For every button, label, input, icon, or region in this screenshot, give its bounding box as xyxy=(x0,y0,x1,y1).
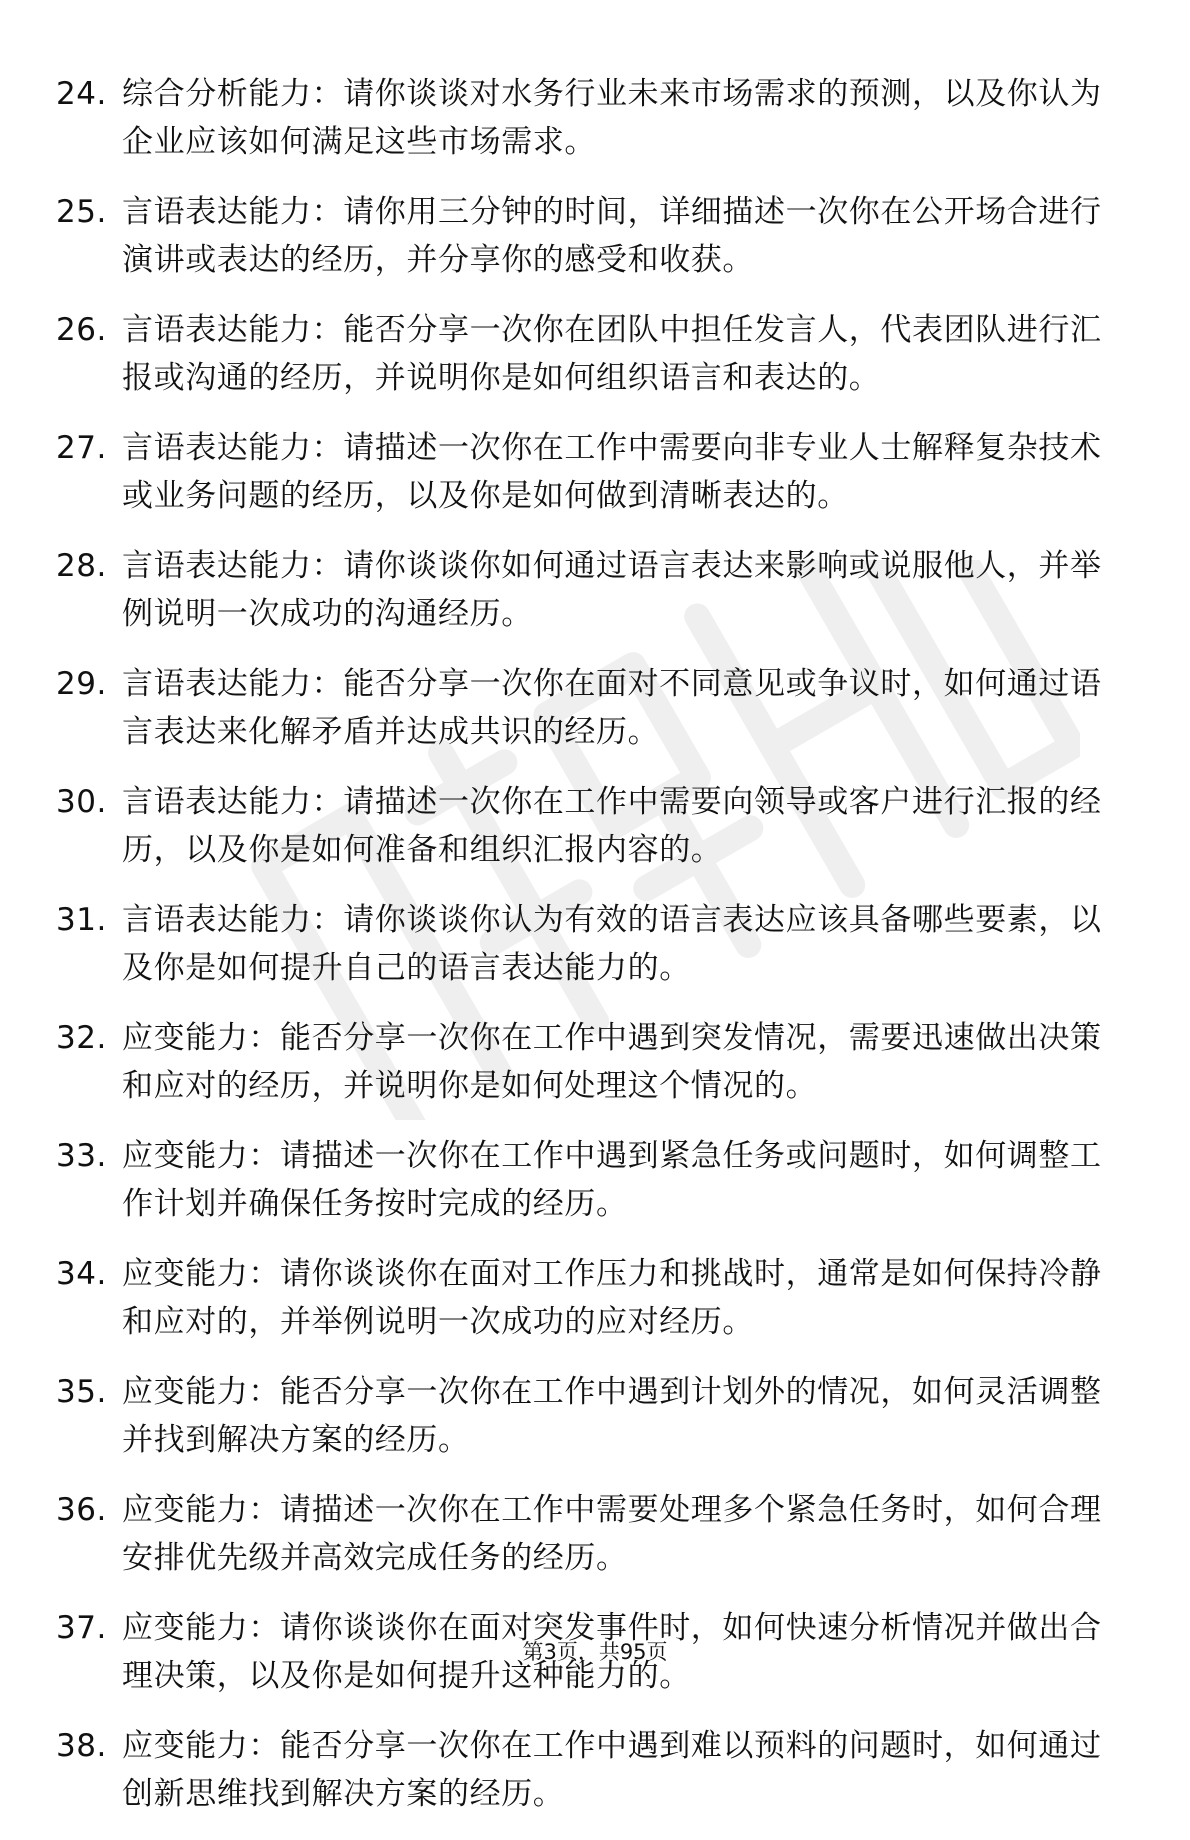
list-item xyxy=(56,1250,1116,1346)
question-number: 37. xyxy=(56,1610,107,1646)
list-item xyxy=(56,1722,1116,1818)
question-text: 应变能力：能否分享一次你在工作中遇到突发情况，需要迅速做出决策和应对的经历，并说明你是如何处理这个情况的。 xyxy=(122,1020,1102,1104)
question-number: 25. xyxy=(56,194,107,230)
list-item xyxy=(56,70,1116,166)
question-text: 言语表达能力：请描述一次你在工作中需要向领导或客户进行汇报的经历，以及你是如何准备和组织汇报内容的。 xyxy=(122,784,1102,868)
list-item xyxy=(56,424,1116,520)
list-item xyxy=(56,778,1116,874)
list-item xyxy=(56,1014,1116,1110)
list-item xyxy=(56,1486,1116,1582)
question-number: 29. xyxy=(56,666,107,702)
question-text: 应变能力：请描述一次你在工作中需要处理多个紧急任务时，如何合理安排优先级并高效完成任务的经历。 xyxy=(122,1492,1102,1576)
question-text: 言语表达能力：请你用三分钟的时间，详细描述一次你在公开场合进行演讲或表达的经历，并分享你的感受和收获。 xyxy=(122,194,1102,278)
question-number: 36. xyxy=(56,1492,107,1528)
question-text: 言语表达能力：请描述一次你在工作中需要向非专业人士解释复杂技术或业务问题的经历，以及你是如何做到清晰表达的。 xyxy=(122,430,1102,514)
question-text: 言语表达能力：请你谈谈你认为有效的语言表达应该具备哪些要素，以及你是如何提升自己的语言表达能力的。 xyxy=(122,902,1102,986)
question-number: 28. xyxy=(56,548,107,584)
question-number: 38. xyxy=(56,1728,107,1764)
question-number: 30. xyxy=(56,784,107,820)
question-text: 应变能力：能否分享一次你在工作中遇到难以预料的问题时，如何通过创新思维找到解决方案的经历。 xyxy=(122,1728,1102,1812)
question-number: 24. xyxy=(56,76,107,112)
list-item xyxy=(56,1368,1116,1464)
question-text: 应变能力：能否分享一次你在工作中遇到计划外的情况，如何灵活调整并找到解决方案的经历。 xyxy=(122,1374,1102,1458)
question-text: 言语表达能力：请你谈谈你如何通过语言表达来影响或说服他人，并举例说明一次成功的沟通经历。 xyxy=(122,548,1102,632)
question-number: 26. xyxy=(56,312,107,348)
list-item xyxy=(56,896,1116,992)
page-number-footer: 第3页，共95页 xyxy=(522,1640,668,1664)
list-item xyxy=(56,1132,1116,1228)
question-text: 言语表达能力：能否分享一次你在团队中担任发言人，代表团队进行汇报或沟通的经历，并说明你是如何组织语言和表达的。 xyxy=(122,312,1102,396)
question-number: 31. xyxy=(56,902,107,938)
list-item xyxy=(56,660,1116,756)
question-list xyxy=(56,70,1116,1840)
question-number: 32. xyxy=(56,1020,107,1056)
question-text: 言语表达能力：能否分享一次你在面对不同意见或争议时，如何通过语言表达来化解矛盾并达成共识的经历。 xyxy=(122,666,1102,750)
question-text: 综合分析能力：请你谈谈对水务行业未来市场需求的预测，以及你认为企业应该如何满足这些市场需求。 xyxy=(122,76,1102,160)
list-item xyxy=(56,542,1116,638)
list-item xyxy=(56,188,1116,284)
question-text: 应变能力：请描述一次你在工作中遇到紧急任务或问题时，如何调整工作计划并确保任务按时完成的经历。 xyxy=(122,1138,1102,1222)
question-text: 应变能力：请你谈谈你在面对工作压力和挑战时，通常是如何保持冷静和应对的，并举例说明一次成功的应对经历。 xyxy=(122,1256,1102,1340)
question-number: 33. xyxy=(56,1138,107,1174)
list-item xyxy=(56,306,1116,402)
question-number: 35. xyxy=(56,1374,107,1410)
question-text: 应变能力：请你谈谈你在面对突发事件时，如何快速分析情况并做出合理决策，以及你是如何提升这种能力的。 xyxy=(122,1610,1102,1694)
question-number: 34. xyxy=(56,1256,107,1292)
question-number: 27. xyxy=(56,430,107,466)
